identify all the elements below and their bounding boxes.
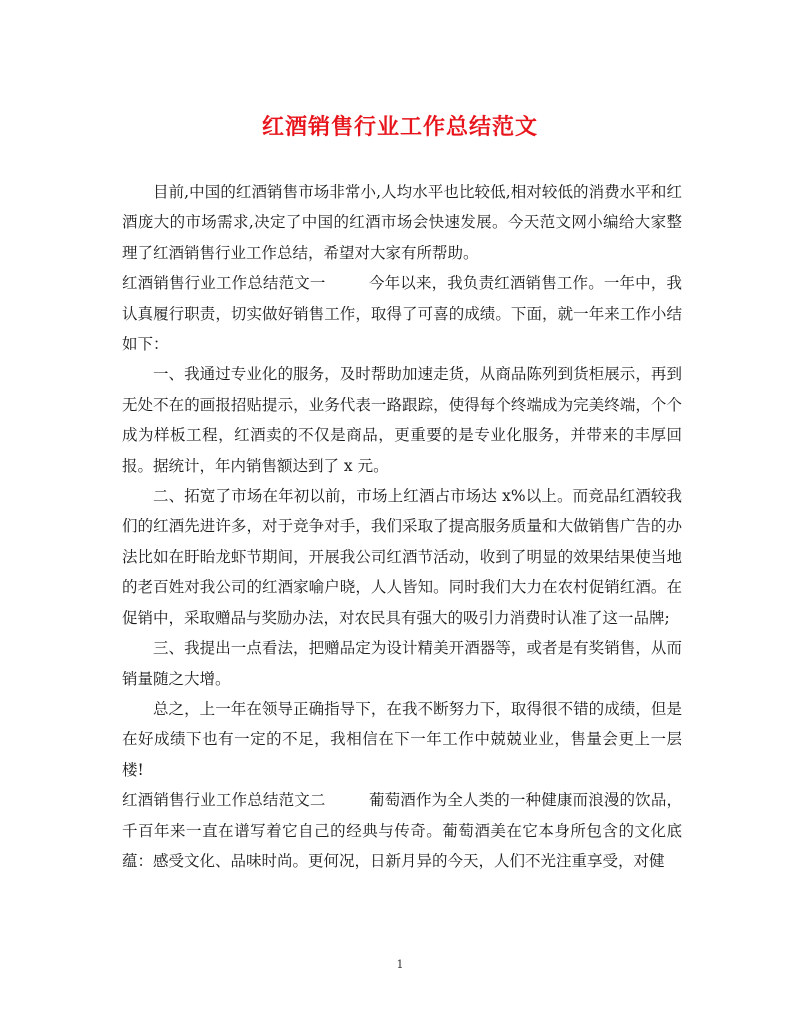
section-two-paragraph: 红酒销售行业工作总结范文二 葡萄酒作为全人类的一种健康而浪漫的饮品，千百年来一直在谱写着它自己的经典与传奇。葡萄酒美在它本身所包含的文化底蕴：感受文化、品味时尚。更何况，日新月异的今天，人们不光注重享受，对健 [122, 791, 682, 870]
summary-paragraph: 总之，上一年在领导正确指导下，在我不断努力下，取得很不错的成绩，但是在好成绩下也有一定的不足，我相信在下一年工作中兢兢业业，售量会更上一层楼! [122, 699, 682, 779]
document-title: 红酒销售行业工作总结范文 [261, 114, 538, 140]
section-one-paragraph: 红酒销售行业工作总结范文一 今年以来，我负责红酒销售工作。一年中，我认真履行职责，切实做好销售工作，取得了可喜的成绩。下面，就一年来工作小结如下： [122, 274, 682, 354]
document-body [122, 177, 682, 876]
section-two-heading: 红酒销售行业工作总结范文二 [122, 791, 326, 810]
page-number: 1 [396, 958, 404, 971]
point-two-paragraph: 二、拓宽了市场在年初以前，市场上红酒占市场达 x%以上。而竞品红酒较我们的红酒先进许多，对于竞争对手，我们采取了提高服务质量和大做销售广告的办法比如在盱眙龙虾节期间，开展我公司红酒节活动，收到了明显的效果结果使当地的老百姓对我公司的红酒家喻户晓，人人皆知。同时我们大力在农村促销红酒。在促销中，采取赠品与奖励办法，对农民具有强大的吸引力消费时认准了这一品牌; [122, 487, 682, 627]
intro-paragraph: 目前,中国的红酒销售市场非常小,人均水平也比较低,相对较低的消费水平和红酒庞大的市场需求,决定了中国的红酒市场会快速发展。今天范文网小编给大家整理了红酒销售行业工作总结，希望对大家有所帮助。 [122, 183, 682, 262]
section-one-heading: 红酒销售行业工作总结范文一 [122, 274, 326, 293]
point-three-paragraph: 三、我提出一点看法，把赠品定为设计精美开酒器等，或者是有奖销售，从而销量随之大增。 [122, 639, 682, 688]
point-one-paragraph: 一、我通过专业化的服务，及时帮助加速走货，从商品陈列到货柜展示，再到无处不在的画报招贴提示，业务代表一路跟踪，使得每个终端成为完美终端，个个成为样板工程，红酒卖的不仅是商品，更重要的是专业化服务，并带来的丰厚回报。据统计，年内销售额达到了 x 元。 [122, 365, 682, 475]
